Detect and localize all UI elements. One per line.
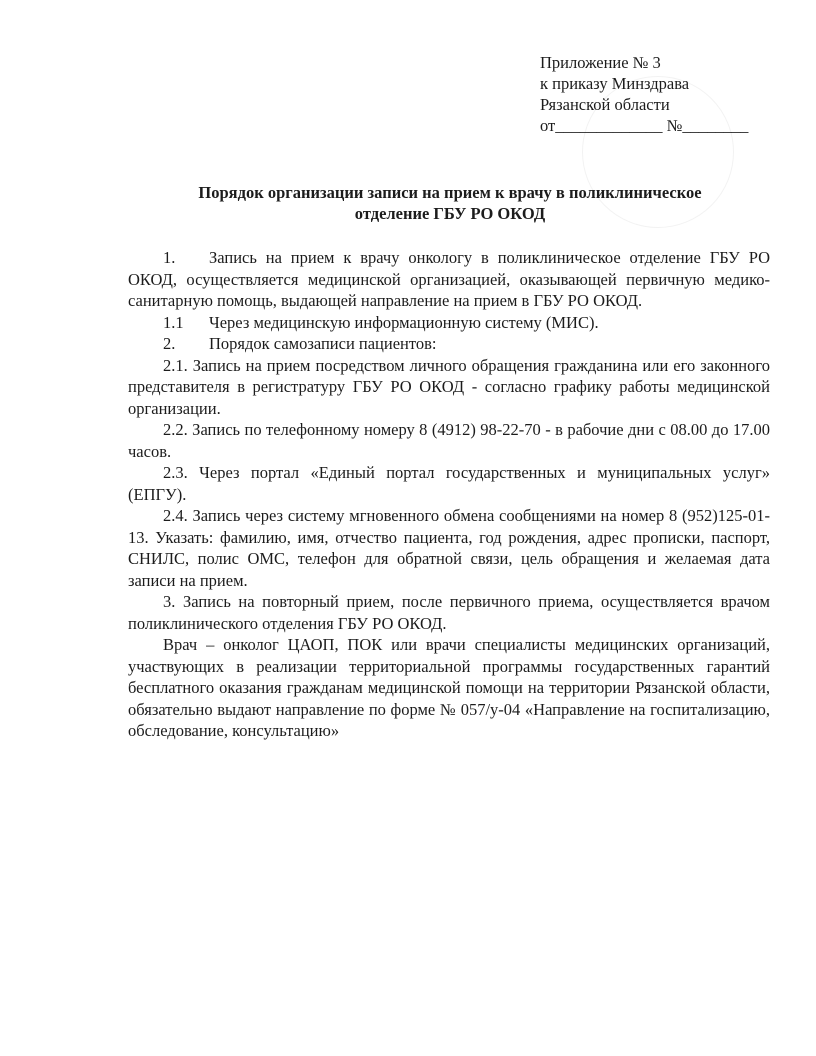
appendix-line: Рязанской области: [540, 95, 670, 114]
appendix-line: к приказу Минздрава: [540, 74, 690, 93]
paragraph-2-3: 2.3. Через портал «Единый портал государственных и муниципальных услуг» (ЕПГУ).: [128, 463, 770, 504]
title-line: Порядок организации записи на прием к врачу в поликлиническое: [198, 183, 702, 202]
paragraph-number: 1.1: [163, 312, 184, 332]
appendix-line: Приложение № 3: [540, 53, 661, 72]
title-line: отделение ГБУ РО ОКОД: [354, 204, 546, 223]
document-body: [128, 247, 770, 742]
paragraph-text: Через медицинскую информационную систему (МИС).: [209, 312, 599, 332]
paragraph-2-1: 2.1. Запись на прием посредством личного обращения гражданина или его законного представителя в регистратуру ГБУ РО ОКОД - согласно графику работы медицинской организации.: [128, 355, 770, 418]
paragraph-3: 3. Запись на повторный прием, после первичного приема, осуществляется врачом поликлинического отделения ГБУ РО ОКОД.: [128, 592, 770, 633]
paragraph-number: 1.: [163, 248, 176, 267]
appendix-header: [540, 52, 780, 136]
paragraph-number: 2.: [163, 334, 176, 353]
paragraph-text: Порядок самозаписи пациентов:: [209, 334, 437, 353]
document-title: [130, 182, 770, 224]
paragraph-1: [128, 247, 770, 312]
paragraph-2-4: 2.4. Запись через систему мгновенного обмена сообщениями на номер 8 (952)125-01-13. Указать: фамилию, имя, отчество пациента, год рождения, адрес прописки, паспорт, СНИЛС, полис ОМС, телефон для обратной связи, цель обращения и желаемая дата записи на прием.: [128, 506, 770, 590]
paragraph-1-1: [128, 312, 770, 334]
paragraph-2-2: 2.2. Запись по телефонному номеру 8 (4912) 98-22-70 - в рабочие дни с 08.00 до 17.00 часов.: [128, 420, 770, 461]
appendix-date-number-line: от_____________ №________: [540, 116, 749, 135]
paragraph-2: [128, 333, 770, 355]
paragraph-4: Врач – онколог ЦАОП, ПОК или врачи специалисты медицинских организаций, участвующих в реализации территориальной программы государственных гарантий бесплатного оказания гражданам медицинской помощи на территории Рязанской области, обязательно выдают направление по форме № 057/у-04 «Направление на госпитализацию, обследование, консультацию»: [128, 635, 770, 740]
paragraph-text: Запись на прием к врачу онкологу в поликлиническое отделение ГБУ РО ОКОД, осуществляется медицинской организацией, оказывающей первичную медико-санитарную помощь, выдающей направление на прием в ГБУ РО ОКОД.: [128, 248, 770, 310]
